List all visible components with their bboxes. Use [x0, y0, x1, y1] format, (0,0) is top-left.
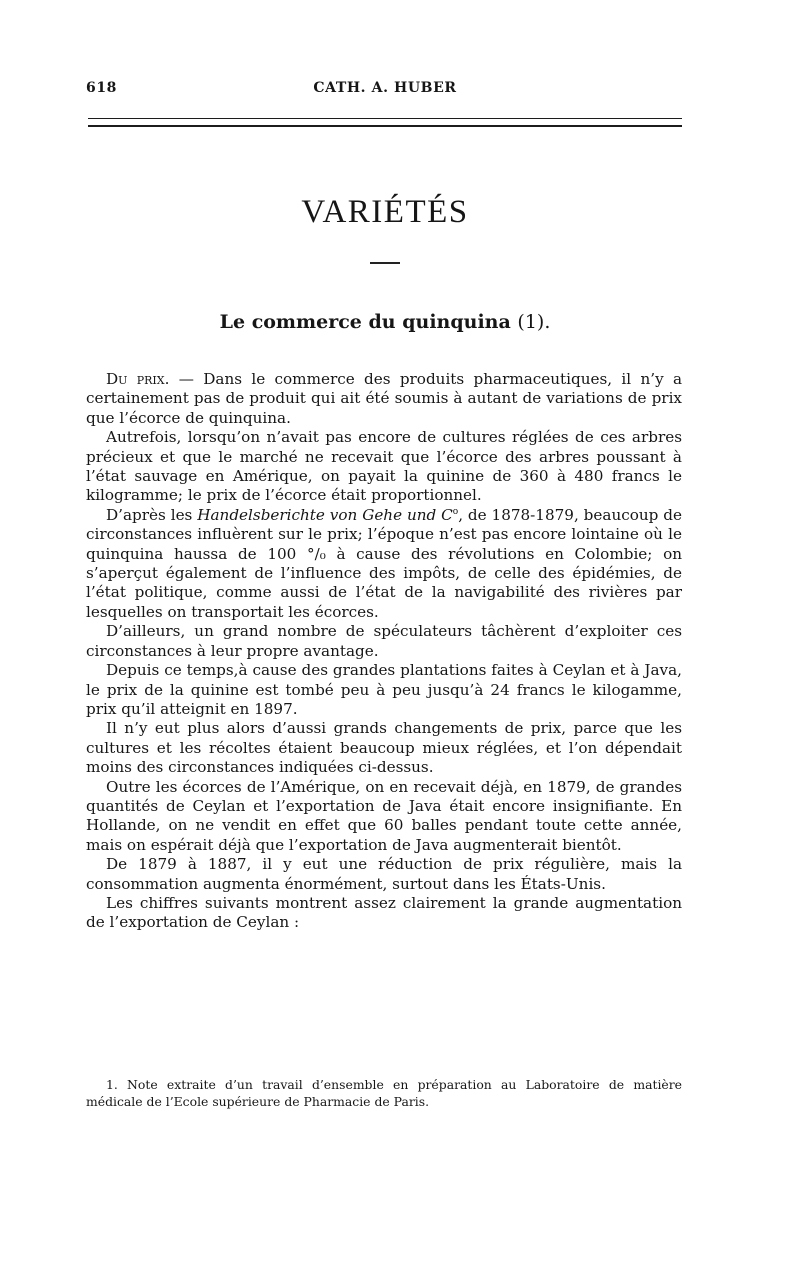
- footnote-text: 1. Note extraite d’un travail d’ensemble en préparation au Laboratoire de matière médicale de l’Ecole supérieure de Pharmacie de Paris.: [86, 1077, 682, 1109]
- footnote: [86, 1077, 682, 1110]
- paragraph-depuis: Depuis ce temps,à cause des grandes plantations faites à Ceylan et à Java, le prix de la quinine est tombé peu à peu jusqu’à 24 francs le kilogamme, prix qu’il atteignit en 1897.: [86, 661, 682, 718]
- header-double-rule: [88, 118, 682, 127]
- paragraph-dapres: [86, 506, 682, 622]
- paragraph-lead: Du prix.: [106, 370, 170, 388]
- paragraph-autrefois: Autrefois, lorsqu’on n’avait pas encore de cultures réglées de ces arbres précieux et que le marché ne recevait que l’écorce des arbres poussant à l’état sauvage en Amérique, on payait la quinine de 360 à 480 francs le kilogramme; le prix de l’écorce était proportionnel.: [86, 428, 682, 505]
- section-title: VARIÉTÉS: [301, 194, 469, 230]
- section-divider: [370, 262, 400, 264]
- article-title-text: Le commerce du quinquina: [219, 311, 511, 333]
- article-title: [86, 311, 684, 333]
- paragraph-text: D’après les: [106, 505, 198, 524]
- paragraph-de-1879: De 1879 à 1887, il y eut une réduction de prix régulière, mais la consommation augmenta énormément, surtout dans les États-Unis.: [86, 855, 682, 893]
- running-title: CATH. A. HUBER: [313, 80, 457, 96]
- cited-work-superscript: o: [452, 506, 459, 517]
- running-head: [86, 80, 684, 102]
- paragraph-text: — Dans le commerce des produits pharmaceutiques, il n’y a certainement pas de produit qui ait été soumis à autant de variations de prix que l’écorce de quinquina.: [86, 370, 683, 427]
- page-number: 618: [86, 80, 118, 96]
- paragraph-dailleurs: D’ailleurs, un grand nombre de spéculateurs tâchèrent d’exploiter ces circonstances à leur propre avantage.: [86, 622, 682, 660]
- paragraph-il-ny-eut: Il n’y eut plus alors d’aussi grands changements de prix, parce que les cultures et les récoltes étaient beaucoup mieux réglées, et l’on dépendait moins des circonstances indiquées ci-dessus.: [86, 719, 682, 777]
- paragraph-les-chiffres: Les chiffres suivants montrent assez clairement la grande augmentation de l’exportation de Ceylan :: [86, 893, 682, 932]
- footnote-reference: (1).: [517, 311, 551, 333]
- cited-work: Handelsberichte von Gehe und C: [197, 505, 453, 524]
- paragraph-du-prix: [86, 370, 682, 428]
- article-body: [86, 370, 682, 933]
- paragraph-outre: Outre les écorces de l’Amérique, on en recevait déjà, en 1879, de grandes quantités de Ceylan et l’exportation de Java était encore insignifiante. En Hollande, on ne vendit en effet que 60 balles pendant toute cette année, mais on espérait déjà que l’exportation de Java augmenterait bientôt.: [86, 777, 682, 854]
- paragraph-text: , de 1878-1879, beaucoup de circonstances influèrent sur le prix; l’époque n’est pas encore lointaine où le quinquina haussa de 100 °/₀ à cause des révolutions en Colombie; on s’aperçut également de l’influence des impôts, de celle des épidémies, de l’état politique, comme aussi de l’état de la navigabilité des rivières par lesquelles on transportait les écorces.: [86, 505, 682, 621]
